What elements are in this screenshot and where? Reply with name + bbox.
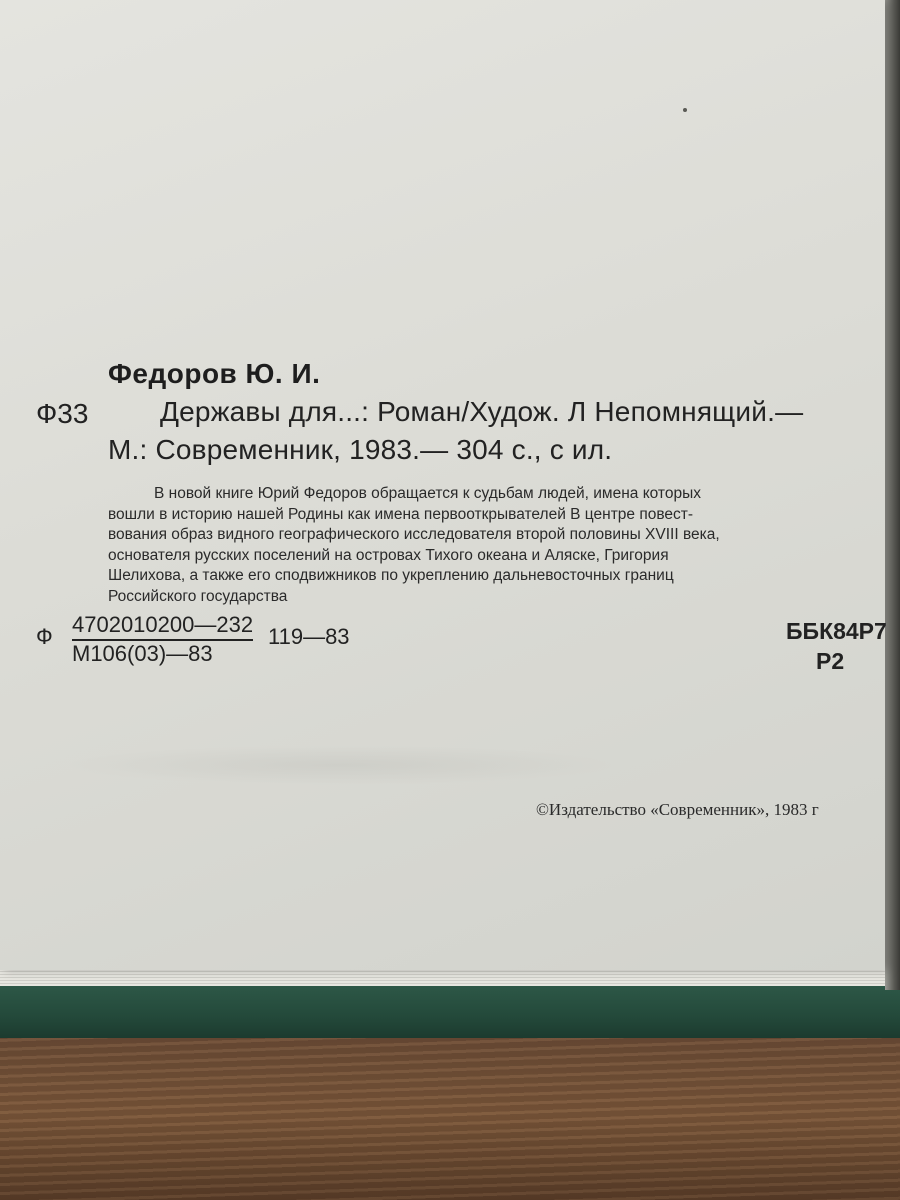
annotation-line: Российского государства [108,587,288,605]
classification-prefix: Ф [36,624,53,649]
author-index-code: Ф33 [36,398,89,429]
order-number: 119—83 [268,624,350,649]
book-cover-edge [0,978,900,1038]
classification-fraction [72,612,253,667]
faded-imprint [60,745,620,785]
fraction-numerator: 4702010200—232 [72,612,253,641]
copyright-notice: ©Издательство «Современник», 1983 г [536,800,819,819]
paper-speck [683,108,687,112]
annotation-line: В новой книге Юрий Федоров обращается к судьбам людей, имена которых [154,485,701,502]
annotation-paragraph [108,484,894,607]
author-name: Федоров Ю. И. [108,358,321,389]
title-line: Державы для...: Роман/Худож. Л Непомнящий.— [160,396,804,427]
annotation-line: Шелихова, а также его сподвижников по укреплению дальневосточных границ [108,567,674,584]
bbk-subcode: Р2 [816,648,845,674]
fraction-denominator: М106(03)—83 [72,641,213,666]
annotation-line: вошли в историю нашей Родины как имена первооткрывателей В центре повест- [108,505,694,523]
imprint-line: М.: Современник, 1983.— 304 с., с ил. [108,434,613,465]
annotation-line: вования образ видного географического исследователя второй половины XVIII века, [108,526,720,543]
annotation-line: основателя русских поселений на островах Тихого океана и Аляске, Григория [108,546,669,564]
wooden-table [0,1030,900,1200]
bbk-code: ББК84Р7 [786,618,887,644]
